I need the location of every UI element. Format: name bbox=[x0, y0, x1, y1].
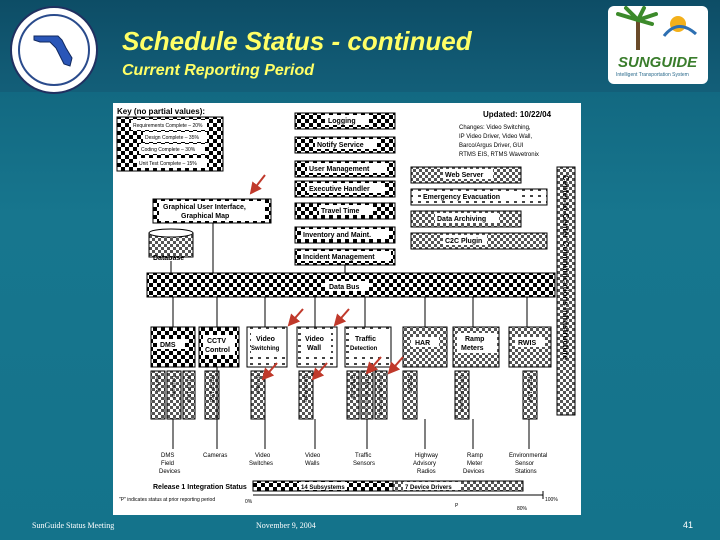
device-label: Sensors bbox=[353, 461, 376, 467]
logging-module: Logging bbox=[328, 118, 356, 125]
driver-label: NTCIP Firmware bbox=[458, 375, 464, 413]
arrow-icon bbox=[251, 175, 265, 193]
notify-service-module: Notify Service bbox=[317, 142, 364, 149]
database-label: Database bbox=[153, 255, 185, 262]
subsystem-har: HAR bbox=[415, 340, 431, 347]
key-item: Requirements Complete – 20% bbox=[133, 123, 203, 129]
field-devices bbox=[159, 453, 547, 475]
right-modules bbox=[411, 167, 547, 249]
c2c-infrastructure-label: Center-to-Center Communications Infrastructure bbox=[561, 175, 570, 360]
florida-map-icon bbox=[32, 30, 76, 68]
sunguide-logo bbox=[608, 6, 708, 84]
executive-handler-module: Executive Handler bbox=[309, 186, 370, 193]
key-item: Unit Test Complete – 15% bbox=[139, 161, 197, 167]
device-label: Devices bbox=[463, 469, 485, 475]
travel-time-module: Travel Time bbox=[321, 208, 360, 215]
driver-label: Barco/Argus bbox=[302, 375, 308, 403]
web-server-module: Web Server bbox=[445, 172, 484, 179]
subsystem-cctv: CCTV bbox=[207, 338, 227, 345]
core-modules bbox=[295, 113, 395, 265]
driver-label: NTCIP 1204 bbox=[526, 375, 532, 403]
c2c-infrastructure bbox=[557, 167, 575, 415]
release-scale-end: 100% bbox=[545, 497, 558, 503]
prior-marker: P bbox=[455, 503, 459, 509]
device-label: Stations bbox=[515, 469, 537, 475]
device-label: Advisory bbox=[413, 461, 437, 467]
inventory-module: Inventory and Maint. bbox=[303, 232, 372, 239]
device-label: Radios bbox=[417, 469, 436, 475]
driver-label: Trailblazer bbox=[170, 375, 176, 399]
user-management-module: User Management bbox=[309, 166, 370, 173]
device-label: Switches bbox=[249, 461, 274, 467]
driver-label: Canoga Microloop bbox=[377, 375, 383, 416]
update-title: Updated: 10/22/04 bbox=[483, 110, 552, 119]
subsystem-video-wall: Video bbox=[305, 336, 324, 343]
arrow-icon bbox=[335, 309, 349, 325]
logo-tagline: Intelligent Transportation System bbox=[616, 72, 689, 78]
device-label: Traffic bbox=[355, 453, 372, 459]
device-label: Highway bbox=[415, 453, 439, 459]
driver-label: RTMS EIS bbox=[349, 375, 355, 399]
device-label: DMS bbox=[161, 453, 175, 459]
incident-management-module: Incident Management bbox=[303, 254, 375, 261]
subsystem-rwis: RWIS bbox=[518, 340, 537, 347]
device-label: Environmental bbox=[509, 453, 548, 459]
footer-date: November 9, 2004 bbox=[256, 521, 316, 530]
gui-label: Graphical User Interface, bbox=[163, 204, 246, 211]
fdot-seal bbox=[10, 6, 98, 94]
release-note: "P" indicates status at prior reporting period bbox=[119, 497, 216, 503]
key-title: Key (no partial values): bbox=[117, 107, 206, 116]
page-number: 41 bbox=[683, 520, 694, 530]
gui-module bbox=[153, 199, 271, 223]
device-label: Meter bbox=[467, 461, 483, 467]
release-drivers: 7 Device Drivers bbox=[405, 485, 452, 491]
slide-title: Schedule Status - continued bbox=[122, 26, 472, 56]
driver-label: DR2000 bbox=[406, 375, 412, 394]
update-line: Changes: Video Switching, bbox=[459, 125, 531, 131]
release-scale-start: 0% bbox=[245, 499, 253, 505]
subsystem-video-switching: Video bbox=[256, 336, 275, 343]
subsystem-cctv: Control bbox=[205, 347, 230, 354]
driver-label: IP Video bbox=[254, 375, 260, 394]
device-label: Video bbox=[305, 453, 321, 459]
driver-label: NTCIP 1205 bbox=[208, 375, 214, 403]
subsystem-traffic-detection: Detection bbox=[350, 346, 378, 352]
data-archiving-module: Data Archiving bbox=[437, 216, 487, 223]
c2c-plugin-module: C2C Plugin bbox=[445, 238, 483, 245]
release-status bbox=[119, 481, 558, 512]
device-drivers bbox=[151, 371, 537, 419]
device-label: Ramp bbox=[467, 453, 484, 459]
gui-label: Graphical Map bbox=[181, 213, 230, 220]
key-item: Coding Complete – 30% bbox=[141, 147, 196, 153]
emergency-evacuation-module: Emergency Evacuation bbox=[423, 194, 501, 201]
database-module bbox=[149, 229, 193, 262]
driver-label: NTCIP 1203 bbox=[185, 375, 191, 403]
data-bus-label: Data Bus bbox=[329, 284, 360, 291]
subsystem-video-switching: Switching bbox=[251, 346, 280, 352]
arrow-icon bbox=[289, 309, 303, 325]
key-item: Design Complete – 35% bbox=[145, 135, 199, 141]
slide-subtitle: Current Reporting Period bbox=[122, 62, 315, 79]
driver-label: Mark IV bbox=[154, 375, 160, 393]
subsystem-ramp-meters: Meters bbox=[461, 345, 484, 352]
footer-meeting: SunGuide Status Meeting bbox=[32, 521, 115, 530]
update-line: IP Video Driver, Video Wall, bbox=[459, 134, 533, 140]
driver-label: RTMS Wavetronix bbox=[363, 375, 369, 416]
device-label: Video bbox=[255, 453, 271, 459]
subsystem-video-wall: Wall bbox=[307, 345, 322, 352]
data-bus bbox=[147, 273, 555, 297]
key-legend bbox=[117, 107, 223, 171]
subsystem-ramp-meters: Ramp bbox=[465, 336, 485, 343]
update-line: RTMS EIS, RTMS Wavetronix bbox=[459, 152, 539, 158]
update-line: Barco/Argus Driver, GUI bbox=[459, 143, 524, 149]
device-label: Field bbox=[161, 461, 175, 467]
update-notes bbox=[459, 110, 552, 158]
subsystem-dms: DMS bbox=[160, 342, 176, 349]
subsystem-traffic-detection: Traffic bbox=[355, 336, 377, 343]
palm-tree-icon bbox=[608, 6, 708, 56]
logo-wordmark: SUNGUIDE bbox=[618, 54, 698, 71]
current-percent: 80% bbox=[517, 506, 528, 512]
device-label: Walls bbox=[305, 461, 320, 467]
device-label: Sensor bbox=[515, 461, 535, 467]
release-title: Release 1 Integration Status bbox=[153, 484, 247, 491]
release-subsystems: 14 Subsystems bbox=[301, 485, 345, 491]
status-diagram bbox=[113, 103, 581, 515]
subsystems bbox=[151, 327, 551, 367]
device-label: Devices bbox=[159, 469, 181, 475]
architecture-diagram bbox=[113, 103, 581, 515]
device-label: Cameras bbox=[203, 453, 228, 459]
